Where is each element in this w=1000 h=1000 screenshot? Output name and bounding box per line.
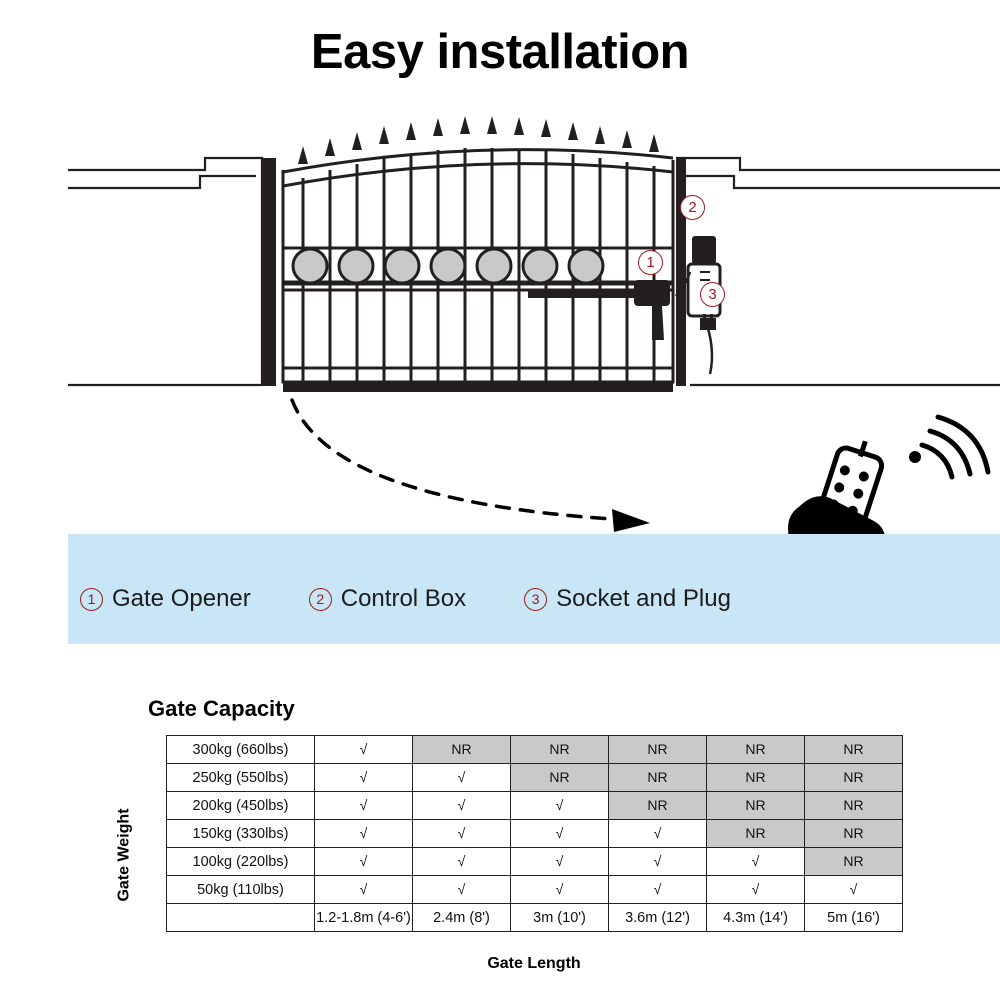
cell-not-recommended: NR [707,764,805,792]
gate-weight-axis-text: Gate Weight [116,808,134,902]
cell-supported: √ [609,848,707,876]
cell-not-recommended: NR [609,792,707,820]
cell-supported: √ [315,876,413,904]
legend-label-gate-opener: Gate Opener [112,585,251,612]
cell-supported: √ [315,736,413,764]
cell-supported: √ [511,876,609,904]
row-header-weight: 200kg (450lbs) [167,792,315,820]
cell-not-recommended: NR [511,764,609,792]
cell-supported: √ [413,764,511,792]
legend-number-2-icon: 2 [309,588,332,611]
page-title: Easy installation [310,25,690,79]
column-header-length: 4.3m (14') [707,904,805,932]
row-header-weight: 50kg (110lbs) [167,876,315,904]
row-header-weight: 250kg (550lbs) [167,764,315,792]
column-header-length: 1.2-1.8m (4-6') [315,904,413,932]
table-column-label-row [167,904,903,932]
gate-weight-axis-label [110,760,140,950]
table-row [167,820,903,848]
cell-not-recommended: NR [805,848,903,876]
cell-supported: √ [707,876,805,904]
cell-supported: √ [315,764,413,792]
legend-number-3-icon: 3 [524,588,547,611]
cell-supported: √ [413,876,511,904]
cell-supported: √ [511,820,609,848]
marker-2: 2 [680,195,705,220]
gate-capacity-heading: Gate Capacity [148,696,295,721]
cell-supported: √ [413,820,511,848]
gate-scene-svg [0,100,1000,540]
cell-supported: √ [413,848,511,876]
cell-supported: √ [609,876,707,904]
marker-3: 3 [700,282,725,307]
gate-length-axis-label: Gate Length [487,955,581,972]
installation-illustration [0,100,1000,540]
legend-label-control-box: Control Box [340,585,467,612]
cell-supported: √ [609,820,707,848]
gate-swing-arrow-icon [292,400,612,519]
cell-not-recommended: NR [609,736,707,764]
gate-capacity-table [166,735,903,932]
cell-supported: √ [707,848,805,876]
legend-item-gate-opener [80,585,251,613]
gate-post-left [262,158,276,386]
table-row [167,876,903,904]
legend-row [80,585,940,613]
cell-not-recommended: NR [805,792,903,820]
legend-item-socket-and-plug [524,585,731,613]
table-row [167,848,903,876]
cell-not-recommended: NR [805,820,903,848]
cell-supported: √ [315,848,413,876]
cell-supported: √ [315,820,413,848]
cell-not-recommended: NR [511,736,609,764]
table-row [167,736,903,764]
marker-1: 1 [638,250,663,275]
table-row [167,792,903,820]
remote-control-in-hand-icon [788,417,988,540]
cell-supported: √ [511,848,609,876]
cell-supported: √ [511,792,609,820]
legend-label-socket-and-plug: Socket and Plug [556,585,731,612]
gate-capacity-table-wrap [166,735,903,932]
column-header-length: 2.4m (8') [413,904,511,932]
column-header-length: 3.6m (12') [609,904,707,932]
row-header-weight: 300kg (660lbs) [167,736,315,764]
cell-not-recommended: NR [707,792,805,820]
row-header-weight: 150kg (330lbs) [167,820,315,848]
row-header-weight: 100kg (220lbs) [167,848,315,876]
column-header-length: 3m (10') [511,904,609,932]
table-corner-cell [167,904,315,932]
cell-not-recommended: NR [609,764,707,792]
cell-not-recommended: NR [805,764,903,792]
cell-supported: √ [315,792,413,820]
cell-supported: √ [413,792,511,820]
cell-not-recommended: NR [805,736,903,764]
cell-not-recommended: NR [413,736,511,764]
cell-supported: √ [805,876,903,904]
cell-not-recommended: NR [707,736,805,764]
gate-post-right [676,158,686,386]
table-row [167,764,903,792]
legend-number-1-icon: 1 [80,588,103,611]
cell-not-recommended: NR [707,820,805,848]
swing-arrow-head [612,509,650,532]
column-header-length: 5m (16') [805,904,903,932]
legend-item-control-box [309,585,466,613]
